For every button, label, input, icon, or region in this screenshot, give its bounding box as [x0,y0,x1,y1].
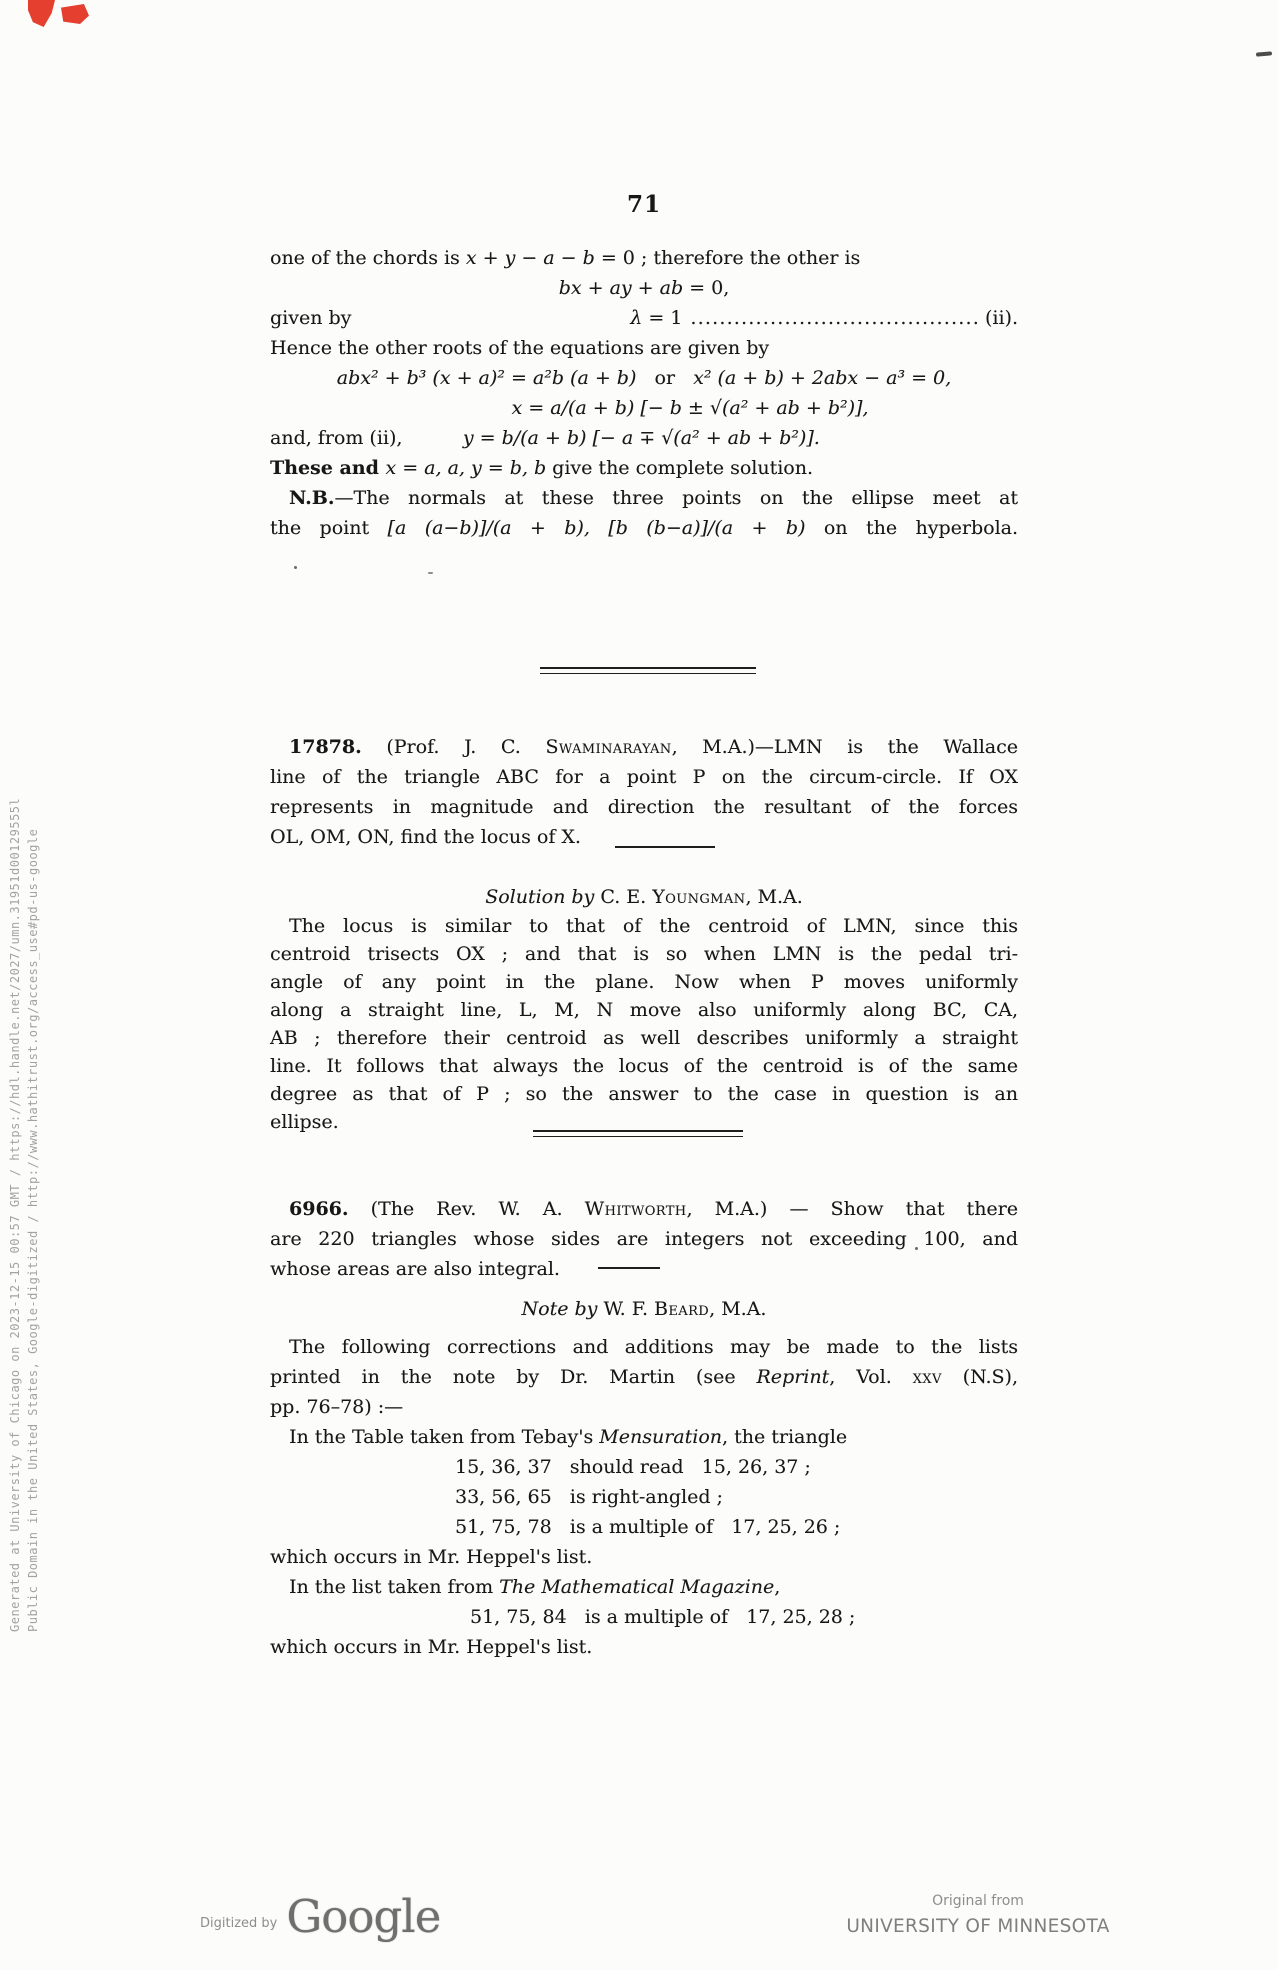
text-segment: The Mathematical Magazine [499,1576,775,1598]
text-segment: [a (a−b)]/(a + b), [b (b−a)]/(a + b) [387,517,806,539]
page-text-column [270,180,1018,1662]
text-segment: centroid trisects OX ; and that is so when LMN is the pedal tri- [270,943,1018,965]
short-rule [615,846,715,848]
text-segment: degree as that of P ; so the answer to the case in question is an [270,1083,1018,1105]
google-logo: Google [286,1890,441,1943]
text-segment: λ [630,307,643,329]
text-segment: 15, 36, 37 should read 15, 26, 37 ; [455,1456,811,1478]
text-segment: , M.A.) — Show that there [686,1198,1018,1220]
text-line [270,1254,1018,1284]
text-segment: , M.A. [745,886,803,908]
text-line [270,1224,1018,1254]
text-segment: Hence the other roots of the equations are given by [270,337,770,359]
text-segment: bx + ay + ab [558,277,684,299]
text-segment: , M.A.)—LMN is the Wallace [671,736,1018,758]
text-line [270,453,1018,483]
text-line [270,1422,1018,1452]
text-segment: x = a, a, y = b, b [385,457,547,479]
lambda-equation [630,303,682,333]
text-line [270,1024,1018,1052]
text-line [270,912,1018,940]
text-segment: , [774,1576,781,1598]
text-line [270,483,1018,513]
text-segment: Whitworth [584,1198,687,1220]
text-segment: Solution by [485,886,601,908]
red-stamp-fragment [28,0,55,27]
equation-line [270,393,1018,423]
text-line [270,1332,1018,1362]
problem-6966 [270,1194,1018,1284]
text-line [270,1632,1018,1662]
problem-17878 [270,732,1018,852]
text-segment: x + y − a − b [465,247,595,269]
margin-ink-dash [1256,51,1272,56]
text-segment: line of the triangle ABC for a point P on the circum-circle. If OX [270,766,1018,788]
text-segment: , the triangle [722,1426,848,1448]
equation-reference: (ii). [984,307,1018,329]
text-segment: C. E. [600,886,653,908]
original-from-label: Original from [932,1893,1024,1909]
text-segment: (The Rev. W. A. [348,1198,585,1220]
digitized-by-google [200,1890,440,1943]
text-segment: y = b/(a + b) [− a ∓ √(a² + ab + b²)]. [462,427,820,449]
equation-line [270,423,1018,453]
text-segment: Swaminarayan [545,736,672,758]
text-segment: along a straight line, L, M, N move also uniformly along BC, CA, [270,999,1018,1021]
text-segment: printed in the note by Dr. Martin (see [270,1366,757,1388]
section-divider-double-rule [540,667,756,674]
note-heading [270,1294,1018,1324]
text-segment: pp. 76–78) :— [270,1396,404,1418]
text-segment: —The normals at these three points on the ellipse meet at [334,487,1018,509]
page-number: 71 [626,191,661,218]
text-line [270,513,1018,543]
text-line [270,1194,1018,1224]
text-segment: These and [270,457,386,479]
text-segment: are 220 triangles whose sides are integers not exceeding 100, and [270,1228,1018,1250]
text-segment: one of the chords is [270,247,466,269]
text-line [270,968,1018,996]
correction-line [270,1602,1018,1632]
text-segment: give the complete solution. [546,457,814,479]
text-segment: 17878. [289,736,362,758]
text-segment: , Vol. [829,1366,913,1388]
note-6966-paragraph [270,1332,1018,1662]
text-segment: represents in magnitude and direction the resultant of the forces [270,796,1018,818]
equation-line [270,273,1018,303]
text-line [270,333,1018,363]
text-segment: OL, OM, ON, find the locus of X. [270,826,581,848]
text-segment: xxv [912,1366,942,1388]
text-segment: The locus is similar to that of the centroid of LMN, since this [289,915,1018,937]
text-segment: Mensuration [599,1426,723,1448]
solution-17878-paragraph [270,912,1018,1136]
text-line [270,243,1018,273]
text-segment: 51, 75, 84 is a multiple of 17, 25, 28 ; [470,1606,856,1628]
given-by-label: given by [270,307,352,329]
text-segment: ellipse. [270,1111,339,1133]
text-segment: (N.S), [941,1366,1019,1388]
text-segment: 6966. [289,1198,349,1220]
text-segment: Reprint [756,1366,830,1388]
section-divider-double-rule [533,1130,743,1137]
text-segment: N.B. [289,487,335,509]
dotted-leader: ........................................ [690,307,980,329]
text-line [270,940,1018,968]
text-segment: the point [270,517,388,539]
text-line [270,1392,1018,1422]
correction-line [270,1482,1018,1512]
text-line [270,1080,1018,1108]
text-segment: 51, 75, 78 is a multiple of 17, 25, 26 ; [455,1516,841,1538]
text-segment: angle of any point in the plane. Now when P moves uniformly [270,971,1018,993]
text-line [270,1362,1018,1392]
text-segment: = 0 ; therefore the other is [594,247,861,269]
short-rule [598,1267,660,1269]
solution-heading [270,882,1018,912]
university-label: UNIVERSITY OF MINNESOTA [846,1916,1110,1937]
red-stamp-fragment [61,4,89,24]
text-segment: abx² + b³ (x + a)² = a²b (a + b) [336,367,637,389]
text-segment: = 0, [683,277,730,299]
text-segment: AB ; therefore their centroid as well describes uniformly a straight [270,1027,1018,1049]
text-segment: on the hyperbola. [805,517,1019,539]
text-segment: whose areas are also integral. [270,1258,560,1280]
text-segment: or [636,367,694,389]
text-segment: Youngman [652,886,746,908]
text-segment: W. F. [603,1298,655,1320]
correction-line [270,1452,1018,1482]
text-segment: line. It follows that always the locus of the centroid is of the same [270,1055,1018,1077]
digitized-by-label: Digitized by [200,1916,278,1931]
text-segment: which occurs in Mr. Heppel's list. [270,1546,593,1568]
text-segment: Beard [654,1298,710,1320]
text-segment: In the Table taken from Tebay's [289,1426,600,1448]
correction-line [270,1512,1018,1542]
text-segment: and, from (ii), [270,427,403,449]
original-from-block [828,1893,1128,1937]
text-line [270,996,1018,1024]
text-line [270,732,1018,762]
text-segment: 33, 56, 65 is right-angled ; [455,1486,723,1508]
generated-at-margin-text: Generated at University of Chicago on 2023-12-15 00:57 GMT / https://hdl.handle.net/2027/umn.31951d00129555l [8,797,22,1632]
text-segment: Note by [521,1298,604,1320]
text-segment: x² (a + b) + 2abx − a³ = 0, [693,367,952,389]
equation-line [270,363,1018,393]
text-segment: = 1 [642,307,683,329]
text-segment: The following corrections and additions may be made to the lists [289,1336,1018,1358]
public-domain-margin-text: Public Domain in the United States, Google-digitized / http://www.hathitrust.org/access_use#pd-us-google [26,828,40,1632]
text-segment: which occurs in Mr. Heppel's list. [270,1636,593,1658]
text-line [270,792,1018,822]
text-line [270,1052,1018,1080]
text-segment: (Prof. J. C. [361,736,546,758]
text-segment: , M.A. [709,1298,767,1320]
text-line [270,762,1018,792]
text-segment: x = a/(a + b) [− b ± √(a² + ab + b²)], [511,397,869,419]
text-segment-group [270,1258,560,1280]
text-line [270,1542,1018,1572]
text-segment [402,427,462,449]
text-line [270,1572,1018,1602]
text-segment: In the list taken from [289,1576,500,1598]
lambda-equation-row [270,303,1018,333]
solution-continuation [270,243,1018,543]
